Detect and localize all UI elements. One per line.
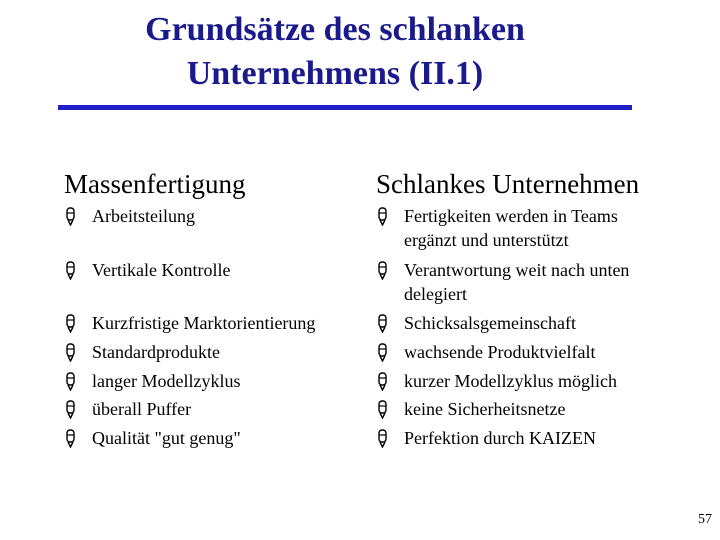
- title-divider: [58, 105, 632, 110]
- right-item-text: Perfektion durch KAIZEN: [404, 428, 596, 448]
- pencil-icon: [64, 260, 78, 280]
- left-item-text: Standardprodukte: [92, 342, 220, 362]
- pencil-icon: [376, 428, 390, 448]
- pencil-icon: [64, 342, 78, 362]
- pencil-icon: [376, 260, 390, 280]
- right-item-text: keine Sicherheitsnetze: [404, 399, 566, 419]
- right-item-text: Schicksalsgemeinschaft: [404, 313, 576, 333]
- right-item-text: kurzer Modellzyklus möglich: [404, 371, 617, 391]
- left-item-text: Arbeitsteilung: [92, 206, 195, 226]
- left-item-text: Kurzfristige Marktorientierung: [92, 313, 316, 333]
- pencil-icon: [376, 371, 390, 391]
- pencil-icon: [376, 313, 390, 333]
- right-item-text: wachsende Produktvielfalt: [404, 342, 596, 362]
- pencil-icon: [64, 399, 78, 419]
- pencil-icon: [64, 206, 78, 226]
- pencil-icon: [64, 313, 78, 333]
- title-line-1: Grundsätze des schlanken: [145, 11, 525, 48]
- pencil-icon: [376, 399, 390, 419]
- left-item-text: überall Puffer: [92, 399, 192, 419]
- page-number: 57: [698, 512, 712, 527]
- right-item-text-line1: Fertigkeiten werden in Teams: [404, 206, 618, 226]
- right-item-text-line2: delegiert: [404, 284, 467, 304]
- pencil-icon: [376, 206, 390, 226]
- left-column-heading: Massenfertigung: [64, 169, 246, 199]
- right-column-heading: Schlankes Unternehmen: [376, 169, 640, 199]
- left-item-text: langer Modellzyklus: [92, 371, 241, 391]
- right-item-text-line1: Verantwortung weit nach unten: [404, 260, 630, 280]
- pencil-icon: [64, 371, 78, 391]
- slide-title: [100, 8, 570, 96]
- right-item-text-line2: ergänzt und unterstützt: [404, 230, 569, 250]
- left-item-text: Qualität "gut genug": [92, 428, 241, 448]
- pencil-icon: [64, 428, 78, 448]
- left-item-text: Vertikale Kontrolle: [92, 260, 231, 280]
- pencil-icon: [376, 342, 390, 362]
- title-line-2: Unternehmens (II.1): [186, 55, 484, 92]
